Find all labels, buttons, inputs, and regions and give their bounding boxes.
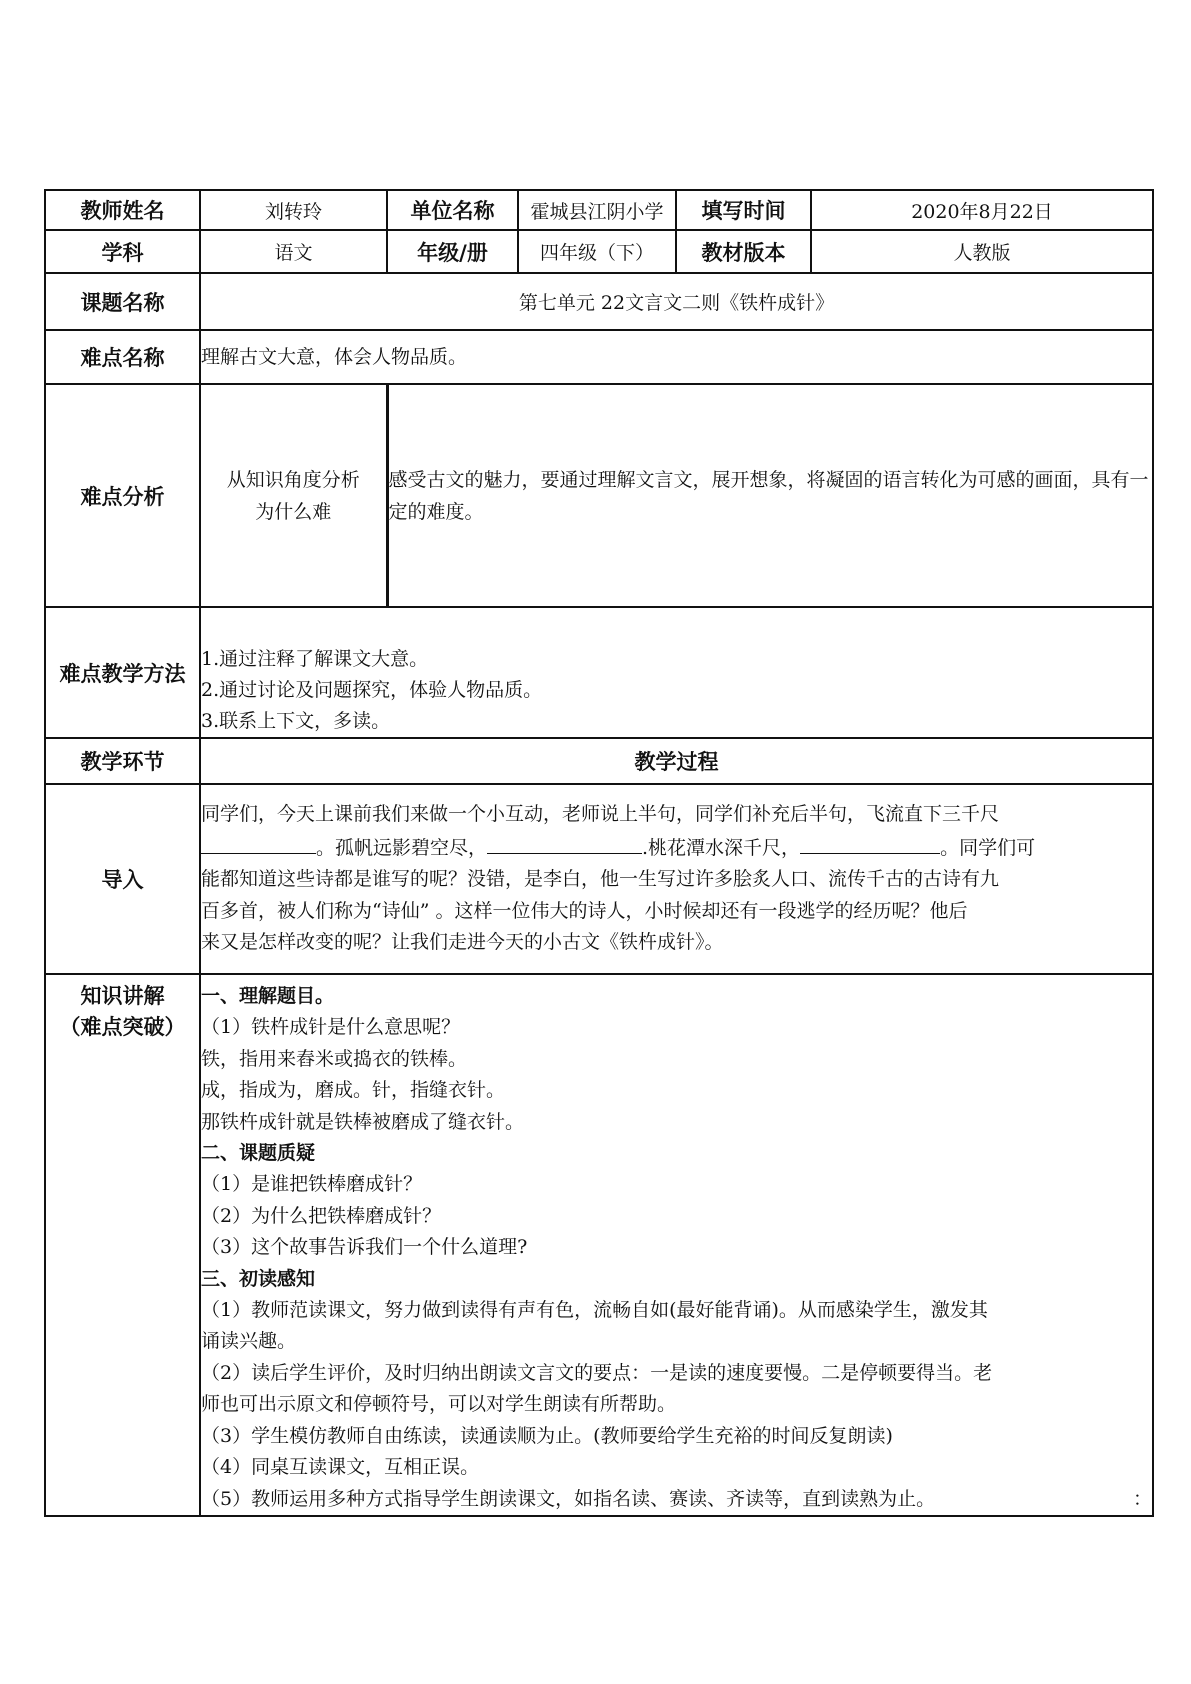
- content-text: （5）教师运用多种方式指导学生朗读课文，如指名读、赛读、齐读等，直到读熟为止。: [201, 1487, 936, 1510]
- intro-row: [45, 784, 1153, 974]
- method-item: 2.通过讨论及问题探究，体验人物品质。: [201, 679, 543, 701]
- section-title: 一、理解题目。: [201, 985, 335, 1007]
- knowledge-label: [45, 974, 200, 1516]
- intro-line: 能都知道这些诗都是谁写的呢？没错，是李白，他一生写过许多脍炙人口、流传千古的古诗有九: [201, 868, 1000, 891]
- analysis-sub-label: 从知识角度分析为什么难: [200, 384, 387, 607]
- process-step-label: 教学环节: [45, 738, 200, 784]
- section-title: 三、初读感知: [201, 1267, 316, 1290]
- topic-value: 第七单元 22文言文二则《铁杵成针》: [200, 273, 1153, 330]
- content-line: （3）学生模仿教师自由练读，读通读顺为止。(教师要给学生充裕的时间反复朗读): [201, 1424, 893, 1447]
- content-line: （1）铁杵成针是什么意思呢？: [201, 1016, 461, 1039]
- info-row-2: [45, 230, 1153, 273]
- unit-name-value: 霍城县江阴小学: [518, 190, 676, 230]
- content-line: （2）读后学生评价，及时归纳出朗读文言文的要点：一是读的速度要慢。二是停顿要得当。老: [201, 1361, 993, 1384]
- info-row-1: [45, 190, 1153, 230]
- intro-text: [200, 784, 1153, 974]
- analysis-label: 难点分析: [45, 384, 200, 607]
- knowledge-label-line2: （难点突破）: [59, 1015, 186, 1039]
- content-line: （2）为什么把铁棒磨成针？: [201, 1204, 442, 1227]
- intro-fragment: .桃花潭水深千尺，: [642, 836, 801, 859]
- intro-line-blanks: [201, 831, 1152, 865]
- difficulty-row: [45, 330, 1153, 384]
- teacher-name-value: 刘转玲: [200, 190, 387, 230]
- fill-time-value: 2020年8月22日: [811, 190, 1153, 230]
- edition-label: 教材版本: [676, 230, 811, 273]
- fill-blank: [800, 831, 940, 854]
- teacher-name-label: 教师姓名: [45, 190, 200, 230]
- topic-label: 课题名称: [45, 273, 200, 330]
- content-line: 成，指成为，磨成。针，指缝衣针。: [201, 1079, 506, 1102]
- content-line: 诵读兴趣。: [201, 1330, 297, 1353]
- method-item: 3.联系上下文，多读。: [201, 710, 391, 732]
- knowledge-row: [45, 974, 1153, 1516]
- intro-line: 百多首，被人们称为“诗仙” 。这样一位伟大的诗人，小时候却还有一段逃学的经历呢？他后: [201, 899, 968, 922]
- fill-blank: [201, 831, 316, 854]
- difficulty-label: 难点名称: [45, 330, 200, 384]
- process-header-row: [45, 738, 1153, 784]
- method-item: 1.通过注释了解课文大意。: [201, 648, 429, 670]
- knowledge-content: [200, 974, 1153, 1516]
- intro-fragment: 。孤帆远影碧空尽，: [316, 836, 488, 859]
- analysis-row: [45, 384, 1153, 607]
- grade-value: 四年级（下）: [518, 230, 676, 273]
- method-list: [200, 607, 1153, 738]
- intro-line: 来又是怎样改变的呢？让我们走进今天的小古文《铁杵成针》。: [201, 931, 724, 954]
- content-line: （1）教师范读课文，努力做到读得有声有色，流畅自如(最好能背诵)。从而感染学生，激发其: [201, 1299, 988, 1322]
- content-line: 铁，指用来舂米或捣衣的铁棒。: [201, 1047, 468, 1070]
- grade-label: 年级/册: [387, 230, 518, 273]
- difficulty-value: 理解古文大意，体会人物品质。: [200, 330, 1153, 384]
- knowledge-label-line1: 知识讲解: [80, 984, 165, 1008]
- section-title: 二、课题质疑: [201, 1142, 316, 1165]
- intro-fragment: 。同学们可: [940, 836, 1036, 859]
- content-line: （3）这个故事告诉我们一个什么道理?: [201, 1236, 528, 1259]
- trailing-mark: ：: [1132, 1487, 1152, 1510]
- content-line: 那铁杵成针就是铁棒被磨成了缝衣针。: [201, 1110, 525, 1133]
- edition-value: 人教版: [811, 230, 1153, 273]
- content-line: （4）同桌互读课文，互相正误。: [201, 1456, 480, 1479]
- content-line: （1）是谁把铁棒磨成针？: [201, 1173, 423, 1196]
- fill-time-label: 填写时间: [676, 190, 811, 230]
- process-label: 教学过程: [200, 738, 1153, 784]
- subject-value: 语文: [200, 230, 387, 273]
- lesson-plan-table: [44, 189, 1154, 1517]
- intro-line: 同学们，今天上课前我们来做一个小互动，老师说上半句，同学们补充后半句，飞流直下三千尺: [201, 803, 1000, 826]
- content-line: 师也可出示原文和停顿符号，可以对学生朗读有所帮助。: [201, 1393, 677, 1416]
- analysis-value: 感受古文的魅力，要通过理解文言文，展开想象，将凝固的语言转化为可感的画面，具有一定的难度。: [387, 384, 1153, 607]
- subject-label: 学科: [45, 230, 200, 273]
- content-line-last: [201, 1484, 1152, 1515]
- topic-row: [45, 273, 1153, 330]
- fill-blank: [487, 831, 642, 854]
- method-label: 难点教学方法: [45, 607, 200, 738]
- method-row: [45, 607, 1153, 738]
- intro-label: 导入: [45, 784, 200, 974]
- unit-name-label: 单位名称: [387, 190, 518, 230]
